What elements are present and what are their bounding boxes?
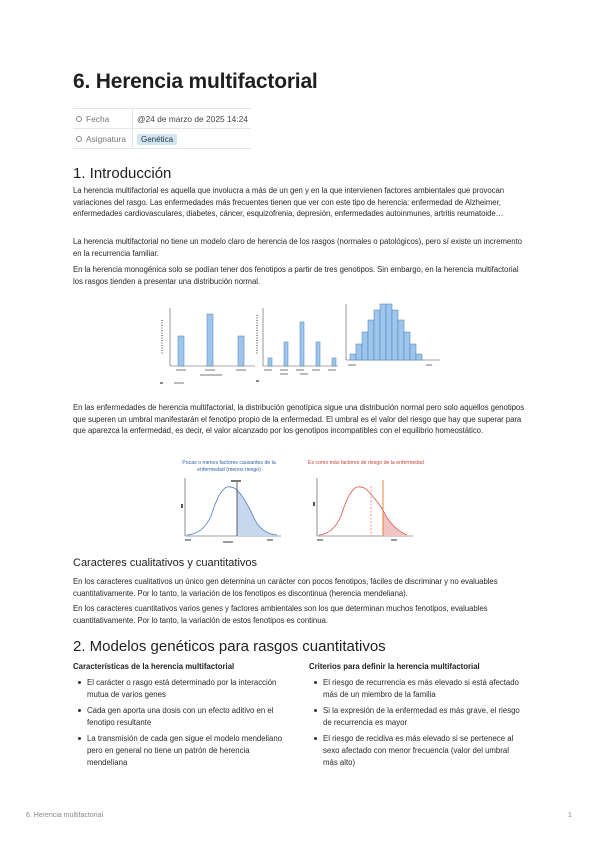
figure-caption-left: Pocas o menos factores causantes de la enfermedad (menos riesgo) (182, 460, 276, 473)
bar (380, 304, 386, 360)
bar (368, 320, 374, 360)
list-item: La transmisión de cada gen sigue el modelo mendeliano pero en general no tiene un patrón de herencia mendeliana (73, 733, 288, 768)
bar (392, 310, 398, 360)
bar (350, 354, 356, 360)
list-item: El riesgo de recurrencia es más elevado si está afectado más de un miembro de la familia (309, 677, 524, 700)
clock-icon (76, 116, 82, 122)
bar (316, 342, 320, 366)
caracteres-paragraph-1: En los caracteres cualitativos un único gen determina un carácter con pocos fenotipos, fáciles de discriminar y no evaluables cuantitativamente. Por lo tanto, la variación de los fenotipos es discontinua (herencia mendeliana). (73, 577, 498, 598)
bar (356, 344, 362, 360)
properties-table (73, 108, 251, 149)
footer-title: 6. Herencia multifactorial (26, 812, 104, 819)
list-caracteristicas (73, 677, 288, 768)
intro-paragraph-1: La herencia multifactorial es aquella que involucra a más de un gen y en la que intervienen factores ambientales que provocan variaciones del rasgo. Las enfermedades más frecuentes tienen que ver con este tipo de herencia: enfermedad de Alzheimer, enfermedades cardiovasculares, diabetes, cáncer, esquizofrenia, depresión, enfermedades autoinmunes, artritis reumatoide… (73, 186, 505, 219)
column-caracteristicas (73, 662, 288, 773)
bar (398, 320, 404, 360)
list-criterios (309, 677, 524, 768)
threshold-chart-red (307, 476, 427, 544)
column-title: Criterios para definir la herencia multifactorial (309, 662, 480, 671)
bar (207, 314, 213, 366)
heading-introduccion: 1. Introducción (73, 165, 172, 182)
distribution-figure (160, 300, 442, 390)
list-item: Si la expresión de la enfermedad es más grave, el riesgo de recurrencia es mayor (309, 705, 524, 728)
page-title: 6. Herencia multifactorial (73, 70, 318, 93)
page-number: 1 (568, 812, 572, 819)
figure-caption-right: Es como más factores de riesgo de la enfermedad (308, 460, 424, 466)
property-value-date[interactable]: @24 de marzo de 2025 14:24 (137, 113, 248, 124)
panel-monogenic (160, 308, 255, 384)
bar (268, 358, 272, 366)
select-icon (76, 136, 82, 142)
panel-polygenic (346, 304, 440, 366)
bar (238, 336, 244, 366)
bar (284, 342, 288, 366)
column-title: Características de la herencia multifactorial (73, 662, 235, 671)
threshold-figure-right (307, 460, 427, 544)
heading-modelos: 2. Modelos genéticos para rasgos cuantitativos (73, 638, 386, 655)
bar (386, 304, 392, 360)
list-item: El carácter o rasgo está determinado por la interacción mutua de varios genes (73, 677, 288, 700)
intro-paragraph-4: En las enfermedades de herencia multifactorial, la distribución genotípica sigue una distribución normal pero solo aquellos genotipos que superen un umbral manifestarán el fenotipo propio de la enfermedad. El umbral es el valor del riesgo que hay que superar para que aparezca la enfermedad, es decir, el valor alcanzado por los genotipos incompatibles con el equilibrio homeostático. (73, 403, 525, 436)
bar (416, 354, 422, 360)
intro-paragraph-3: En la herencia monogénica solo se podían tener dos fenotipos a partir de tres genotipos. Sin embargo, en la herencia multifactorial los rasgos tienden a presentar una distribución normal. (73, 265, 519, 286)
bar (332, 358, 336, 366)
list-item: El riesgo de recidiva es más elevado si se pertenece al sexo afectado con menor frecuencia (valor del umbral más alto) (309, 733, 524, 768)
column-criterios (309, 662, 524, 773)
bar (404, 332, 410, 360)
threshold-chart-blue (175, 476, 295, 544)
bar (300, 322, 304, 366)
bar (410, 344, 416, 360)
list-item: Cada gen aporta una dosis con un efecto aditivo en el fenotipo resultante (73, 705, 288, 728)
bar (374, 310, 380, 360)
subject-tag[interactable]: Genética (137, 134, 177, 145)
property-row-asignatura (73, 129, 251, 149)
property-value-subject[interactable] (133, 134, 177, 144)
bar (362, 332, 368, 360)
heading-caracteres: Caracteres cualitativos y cuantitativos (73, 557, 258, 569)
property-row-fecha (73, 109, 251, 129)
panel-oligogenic (256, 308, 338, 382)
bar (178, 336, 184, 366)
caracteres-paragraph-2: En los caracteres cuantitativos varios genes y factores ambientales son los que determinan muchos fenotipos, evaluables cuantitativamente. Por lo tanto, la variación de estos fenotipos es continua. (73, 604, 488, 625)
threshold-figure-left (175, 460, 295, 544)
intro-paragraph-2: La herencia multifactorial no tiene un modelo claro de herencia de los rasgos (normales o patológicos), pero sí existe un incremento en la recurrencia familiar. (73, 237, 522, 258)
property-key: Asignatura (73, 129, 133, 148)
property-key: Fecha (73, 109, 133, 128)
